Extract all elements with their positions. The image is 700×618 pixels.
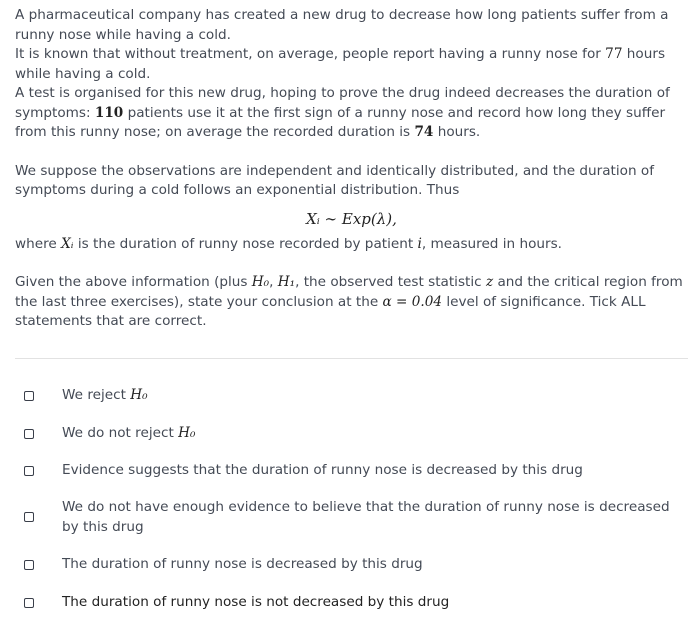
option-checkbox-5[interactable] [24, 560, 34, 570]
prompt-b: , the observed test statistic [295, 274, 486, 290]
prompt-sep: , [269, 274, 278, 290]
intro-text-1: A pharmaceutical company has created a new drug to decrease how long patients suffer from a runny nose while having a cold. [15, 7, 669, 43]
prompt-a: Given the above information (plus [15, 274, 252, 290]
option-checkbox-6[interactable] [24, 598, 34, 608]
formula-text: Xᵢ ∼ Exp(λ), [306, 209, 397, 228]
prompt-alpha: α = 0.04 [382, 293, 443, 310]
var-def-c: , measured in hours. [421, 235, 563, 252]
var-def-b: is the duration of runny nose recorded by patient [73, 235, 418, 252]
intro-text-3a: A test is organised for this new drug, hoping to prove the drug indeed decreases the duration of symptoms: [15, 85, 670, 121]
intro-paragraph-1 [15, 6, 688, 143]
option-not-enough-evidence[interactable] [0, 498, 700, 538]
option-evidence-decreased[interactable] [0, 461, 700, 481]
distribution-formula [15, 207, 688, 231]
var-def-x: Xᵢ [61, 235, 74, 252]
var-def-i: i [417, 235, 422, 252]
prompt-d: level of significance. Tick ALL statements that are correct. [15, 293, 646, 329]
model-paragraph [15, 162, 688, 201]
intro-text-3b: patients use it at the first sign of a runny nose and record how long they suffer from this runny nose; on average the recorded duration is [15, 104, 666, 140]
option-checkbox-2[interactable] [24, 429, 34, 439]
section-divider [15, 358, 688, 359]
variable-definition [15, 235, 688, 255]
intro-number-patients: 110 [94, 104, 124, 121]
option-label-2[interactable]: We do not reject H₀ [62, 425, 196, 441]
intro-text-3c: hours. [433, 124, 481, 140]
prompt-z: z [485, 274, 494, 290]
var-def-a: where [15, 235, 62, 252]
option-label-1[interactable]: We reject H₀ [62, 387, 148, 403]
option-not-decreased[interactable] [0, 593, 700, 613]
prompt-h1: H₁ [277, 274, 296, 290]
option-is-decreased[interactable] [0, 555, 700, 575]
option-checkbox-3[interactable] [24, 466, 34, 476]
option-reject-h0[interactable] [0, 386, 700, 406]
intro-number-hours: 77 [605, 46, 623, 62]
option-label-6[interactable]: The duration of runny nose is not decreased by this drug [62, 594, 450, 610]
prompt-c: and the critical region from the last three exercises), state your conclusion at the [15, 274, 683, 310]
intro-number-mean: 74 [414, 124, 434, 140]
intro-text-2a: It is known that without treatment, on average, people report having a runny nose for [15, 46, 606, 62]
prompt-h0: H₀ [251, 274, 270, 290]
option-checkbox-4[interactable] [24, 512, 34, 522]
model-text: We suppose the observations are independent and identically distributed, and the duration of symptoms during a cold follows an exponential distribution. Thus [15, 162, 655, 198]
intro-text-2b: hours while having a cold. [15, 46, 666, 82]
option-label-4[interactable]: We do not have enough evidence to believe that the duration of runny nose is decreased by this drug [62, 499, 670, 535]
option-checkbox-1[interactable] [24, 391, 34, 401]
option-label-3[interactable]: Evidence suggests that the duration of runny nose is decreased by this drug [62, 462, 583, 478]
option-label-5[interactable]: The duration of runny nose is decreased by this drug [62, 556, 423, 572]
question-prompt [15, 273, 688, 332]
option-not-reject-h0[interactable] [0, 424, 700, 444]
